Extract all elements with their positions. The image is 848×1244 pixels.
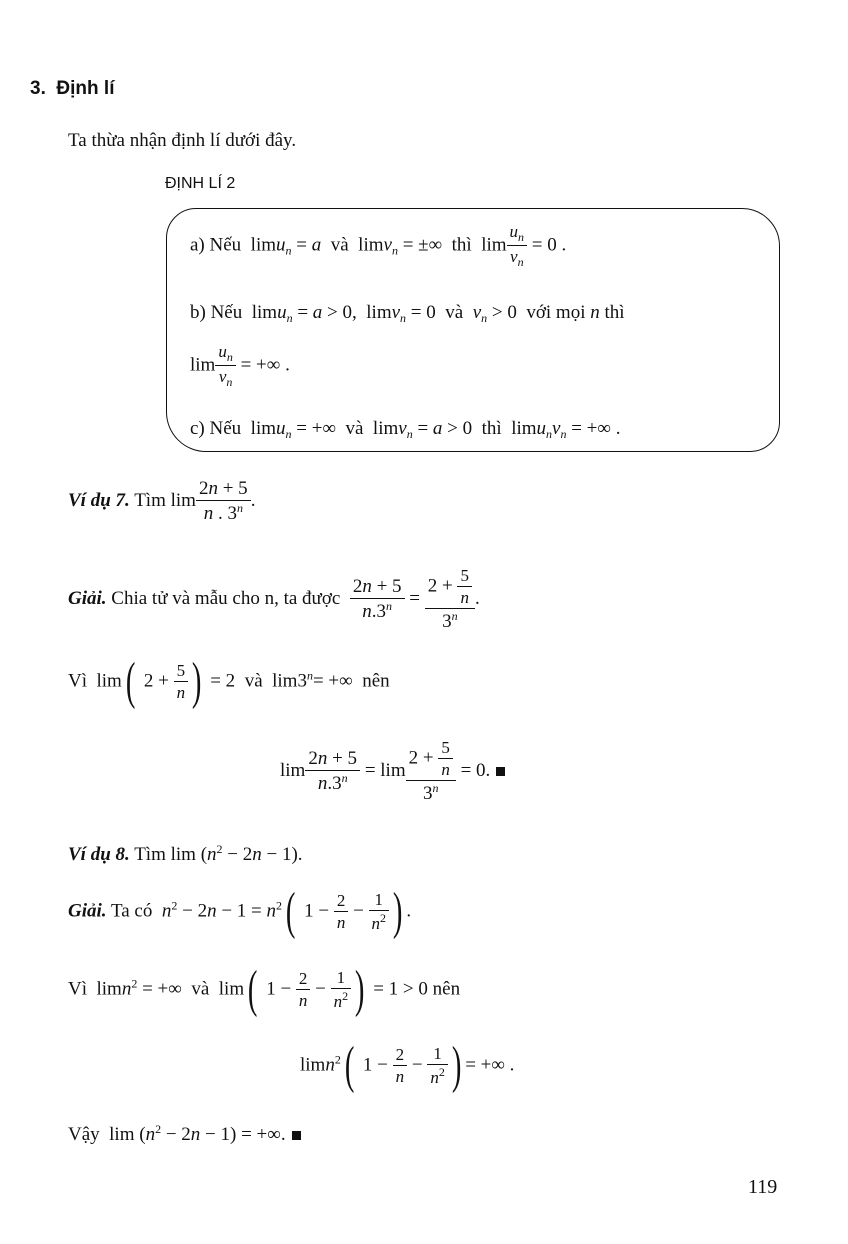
example7-solution-label: Giải.	[68, 588, 107, 610]
example8-label: Ví dụ 8.	[68, 844, 130, 865]
theorem-item-c: c) Nếu limu$_n$ = +∞ và limv$_n$ = a > 0 thì $\lim u_nv_n$ = +∞ .	[190, 418, 621, 441]
theorem-item-b-cont: lim $\frac{u_n}{v_n}$ = +∞ .	[190, 342, 290, 389]
example7-solution: Giải. Chia tử và mẫu cho n, ta được $\frac{2n + 5}{n.3^n}$ = 2 + $\frac{5}{n}$ 3$^n$ .	[68, 566, 480, 632]
example7-since: Vì lim( 2 + $\frac{5}{n}$ ) = 2 và $\lim 3^n=$ +∞ nên	[68, 653, 390, 710]
example8-task: Ví dụ 8. Tìm $\lim (n^2 - 2n - 1)$.	[68, 842, 303, 865]
theorem-item-a: a) Nếu limu$_n$ = a và limv$_n$ = ±∞ thì lim $\frac{u_n}{v_n}$ = 0 .	[190, 222, 567, 269]
section-heading	[30, 78, 114, 100]
theorem-item-b: b) Nếu limu$_n$ = a > 0, limv$_n$ = 0 và $v_n > 0$ với mọi n thì	[190, 302, 625, 325]
example7-label: Ví dụ 7.	[68, 490, 130, 512]
section-title: Định lí	[56, 78, 115, 99]
example8-result: limn$^2$( 1 − $\frac{2}{n}$ − $\frac{1}{n^2}$ ) = +∞ .	[300, 1037, 515, 1094]
end-of-proof-icon	[496, 767, 505, 776]
intro-text: Ta thừa nhận định lí dưới đây.	[68, 130, 297, 151]
example8-conclusion: Vậy $\lim (n^2 - 2n - 1)$ = +∞.	[68, 1122, 301, 1146]
example7-task: Ví dụ 7. Tìm lim $\frac{2n + 5}{n . 3^n}$ .	[68, 478, 256, 524]
example8-solution-label: Giải.	[68, 900, 107, 922]
example7-result: lim $\frac{2n + 5}{n.3^n}$ = lim 2 + $\frac{5}{n}$ 3$^n$ = 0.	[280, 738, 505, 806]
section-number: 3.	[30, 78, 46, 99]
example8-since: Vì limn$^2$ = +∞ và lim( 1 − $\frac{2}{n}$ − $\frac{1}{n^2}$ ) = 1 > 0 nên	[68, 961, 461, 1018]
theorem-title: ĐỊNH LÍ 2	[165, 175, 236, 192]
page-number: 119	[748, 1176, 778, 1198]
example8-solution: Giải. Ta có $n^2 - 2n - 1 = n^2$( 1 − $\frac{2}{n}$ − $\frac{1}{n^2}$ ) .	[68, 883, 412, 940]
end-of-proof-icon	[292, 1131, 301, 1140]
